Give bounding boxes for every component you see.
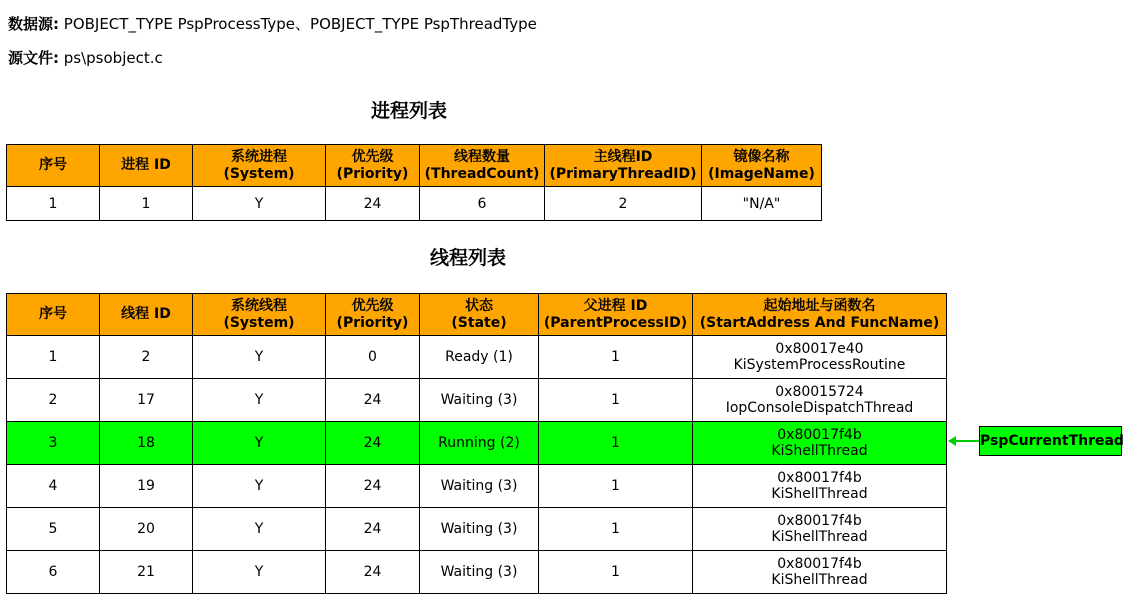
thread-header-startaddress: 起始地址与函数名 (StartAddress And FuncName) [693, 294, 947, 336]
thread-list-title: 线程列表 [430, 247, 507, 269]
function-name: IopConsoleDispatchThread [725, 400, 914, 416]
thread-cell-state: Waiting (3) [420, 465, 539, 508]
arrow-left-icon [948, 433, 980, 449]
thread-header-system: 系统线程 (System) [193, 294, 326, 336]
thread-cell-parent: 1 [539, 422, 693, 465]
table-row [7, 336, 947, 379]
function-name: KiShellThread [771, 443, 868, 459]
process-cell-priority: 24 [326, 187, 420, 221]
thread-cell-priority: 0 [326, 336, 420, 379]
thread-cell-priority: 24 [326, 379, 420, 422]
process-header-row [7, 145, 822, 187]
source-file-line [8, 47, 163, 68]
thread-cell-startaddress [693, 422, 947, 465]
process-header-priority: 优先级 (Priority) [326, 145, 420, 187]
function-name: KiSystemProcessRoutine [733, 357, 906, 373]
thread-cell-state: Running (2) [420, 422, 539, 465]
thread-header-no: 序号 [7, 294, 100, 336]
process-table [6, 144, 822, 221]
thread-cell-parent: 1 [539, 551, 693, 594]
function-name: KiShellThread [771, 572, 868, 588]
process-cell-primarythread: 2 [545, 187, 702, 221]
thread-cell-system: Y [193, 379, 326, 422]
thread-cell-state: Ready (1) [420, 336, 539, 379]
process-cell-system: Y [193, 187, 326, 221]
thread-cell-parent: 1 [539, 336, 693, 379]
process-header-system: 系统进程 (System) [193, 145, 326, 187]
thread-cell-state: Waiting (3) [420, 551, 539, 594]
process-header-threadcount: 线程数量 (ThreadCount) [420, 145, 545, 187]
process-cell-imagename: "N/A" [702, 187, 822, 221]
table-row [7, 465, 947, 508]
thread-cell-no: 4 [7, 465, 100, 508]
function-name: KiShellThread [771, 529, 868, 545]
thread-cell-tid: 21 [100, 551, 193, 594]
process-cell-pid: 1 [100, 187, 193, 221]
thread-table [6, 293, 947, 594]
thread-cell-no: 6 [7, 551, 100, 594]
thread-cell-no: 5 [7, 508, 100, 551]
table-row [7, 508, 947, 551]
process-header-primarythread: 主线程ID (PrimaryThreadID) [545, 145, 702, 187]
thread-cell-system: Y [193, 465, 326, 508]
thread-cell-startaddress [693, 336, 947, 379]
thread-cell-system: Y [193, 551, 326, 594]
thread-header-parent: 父进程 ID (ParentProcessID) [539, 294, 693, 336]
thread-cell-system: Y [193, 422, 326, 465]
source-file-label: 源文件: [8, 49, 59, 67]
thread-cell-startaddress [693, 551, 947, 594]
start-address: 0x80017f4b [777, 427, 862, 443]
start-address: 0x80017f4b [777, 470, 862, 486]
thread-cell-parent: 1 [539, 465, 693, 508]
data-source-value: POBJECT_TYPE PspProcessType、POBJECT_TYPE PspThreadType [59, 15, 537, 33]
thread-header-priority: 优先级 (Priority) [326, 294, 420, 336]
thread-cell-no: 3 [7, 422, 100, 465]
table-row [7, 187, 822, 221]
start-address: 0x80015724 [775, 384, 864, 400]
process-cell-no: 1 [7, 187, 100, 221]
thread-cell-priority: 24 [326, 551, 420, 594]
start-address: 0x80017f4b [777, 556, 862, 572]
start-address: 0x80017e40 [775, 341, 864, 357]
source-file-value: ps\psobject.c [59, 49, 163, 67]
current-thread-label: PspCurrentThread [979, 426, 1122, 456]
thread-cell-startaddress [693, 465, 947, 508]
thread-cell-system: Y [193, 336, 326, 379]
table-row [7, 379, 947, 422]
thread-header-row [7, 294, 947, 336]
data-source-line [8, 13, 537, 34]
process-header-no: 序号 [7, 145, 100, 187]
thread-cell-parent: 1 [539, 379, 693, 422]
process-list-title: 进程列表 [371, 100, 448, 122]
thread-cell-tid: 20 [100, 508, 193, 551]
thread-cell-no: 1 [7, 336, 100, 379]
thread-cell-tid: 18 [100, 422, 193, 465]
thread-cell-tid: 17 [100, 379, 193, 422]
thread-cell-system: Y [193, 508, 326, 551]
thread-cell-priority: 24 [326, 422, 420, 465]
thread-cell-tid: 2 [100, 336, 193, 379]
table-row [7, 551, 947, 594]
table-row-current-thread [7, 422, 947, 465]
thread-header-tid: 线程 ID [100, 294, 193, 336]
thread-cell-startaddress [693, 508, 947, 551]
thread-cell-priority: 24 [326, 508, 420, 551]
function-name: KiShellThread [771, 486, 868, 502]
thread-header-state: 状态 (State) [420, 294, 539, 336]
thread-cell-no: 2 [7, 379, 100, 422]
data-source-label: 数据源: [8, 15, 59, 33]
thread-cell-state: Waiting (3) [420, 379, 539, 422]
start-address: 0x80017f4b [777, 513, 862, 529]
thread-cell-startaddress [693, 379, 947, 422]
thread-cell-state: Waiting (3) [420, 508, 539, 551]
thread-cell-tid: 19 [100, 465, 193, 508]
thread-cell-parent: 1 [539, 508, 693, 551]
process-header-pid: 进程 ID [100, 145, 193, 187]
process-header-imagename: 镜像名称 (ImageName) [702, 145, 822, 187]
thread-cell-priority: 24 [326, 465, 420, 508]
process-cell-threadcount: 6 [420, 187, 545, 221]
